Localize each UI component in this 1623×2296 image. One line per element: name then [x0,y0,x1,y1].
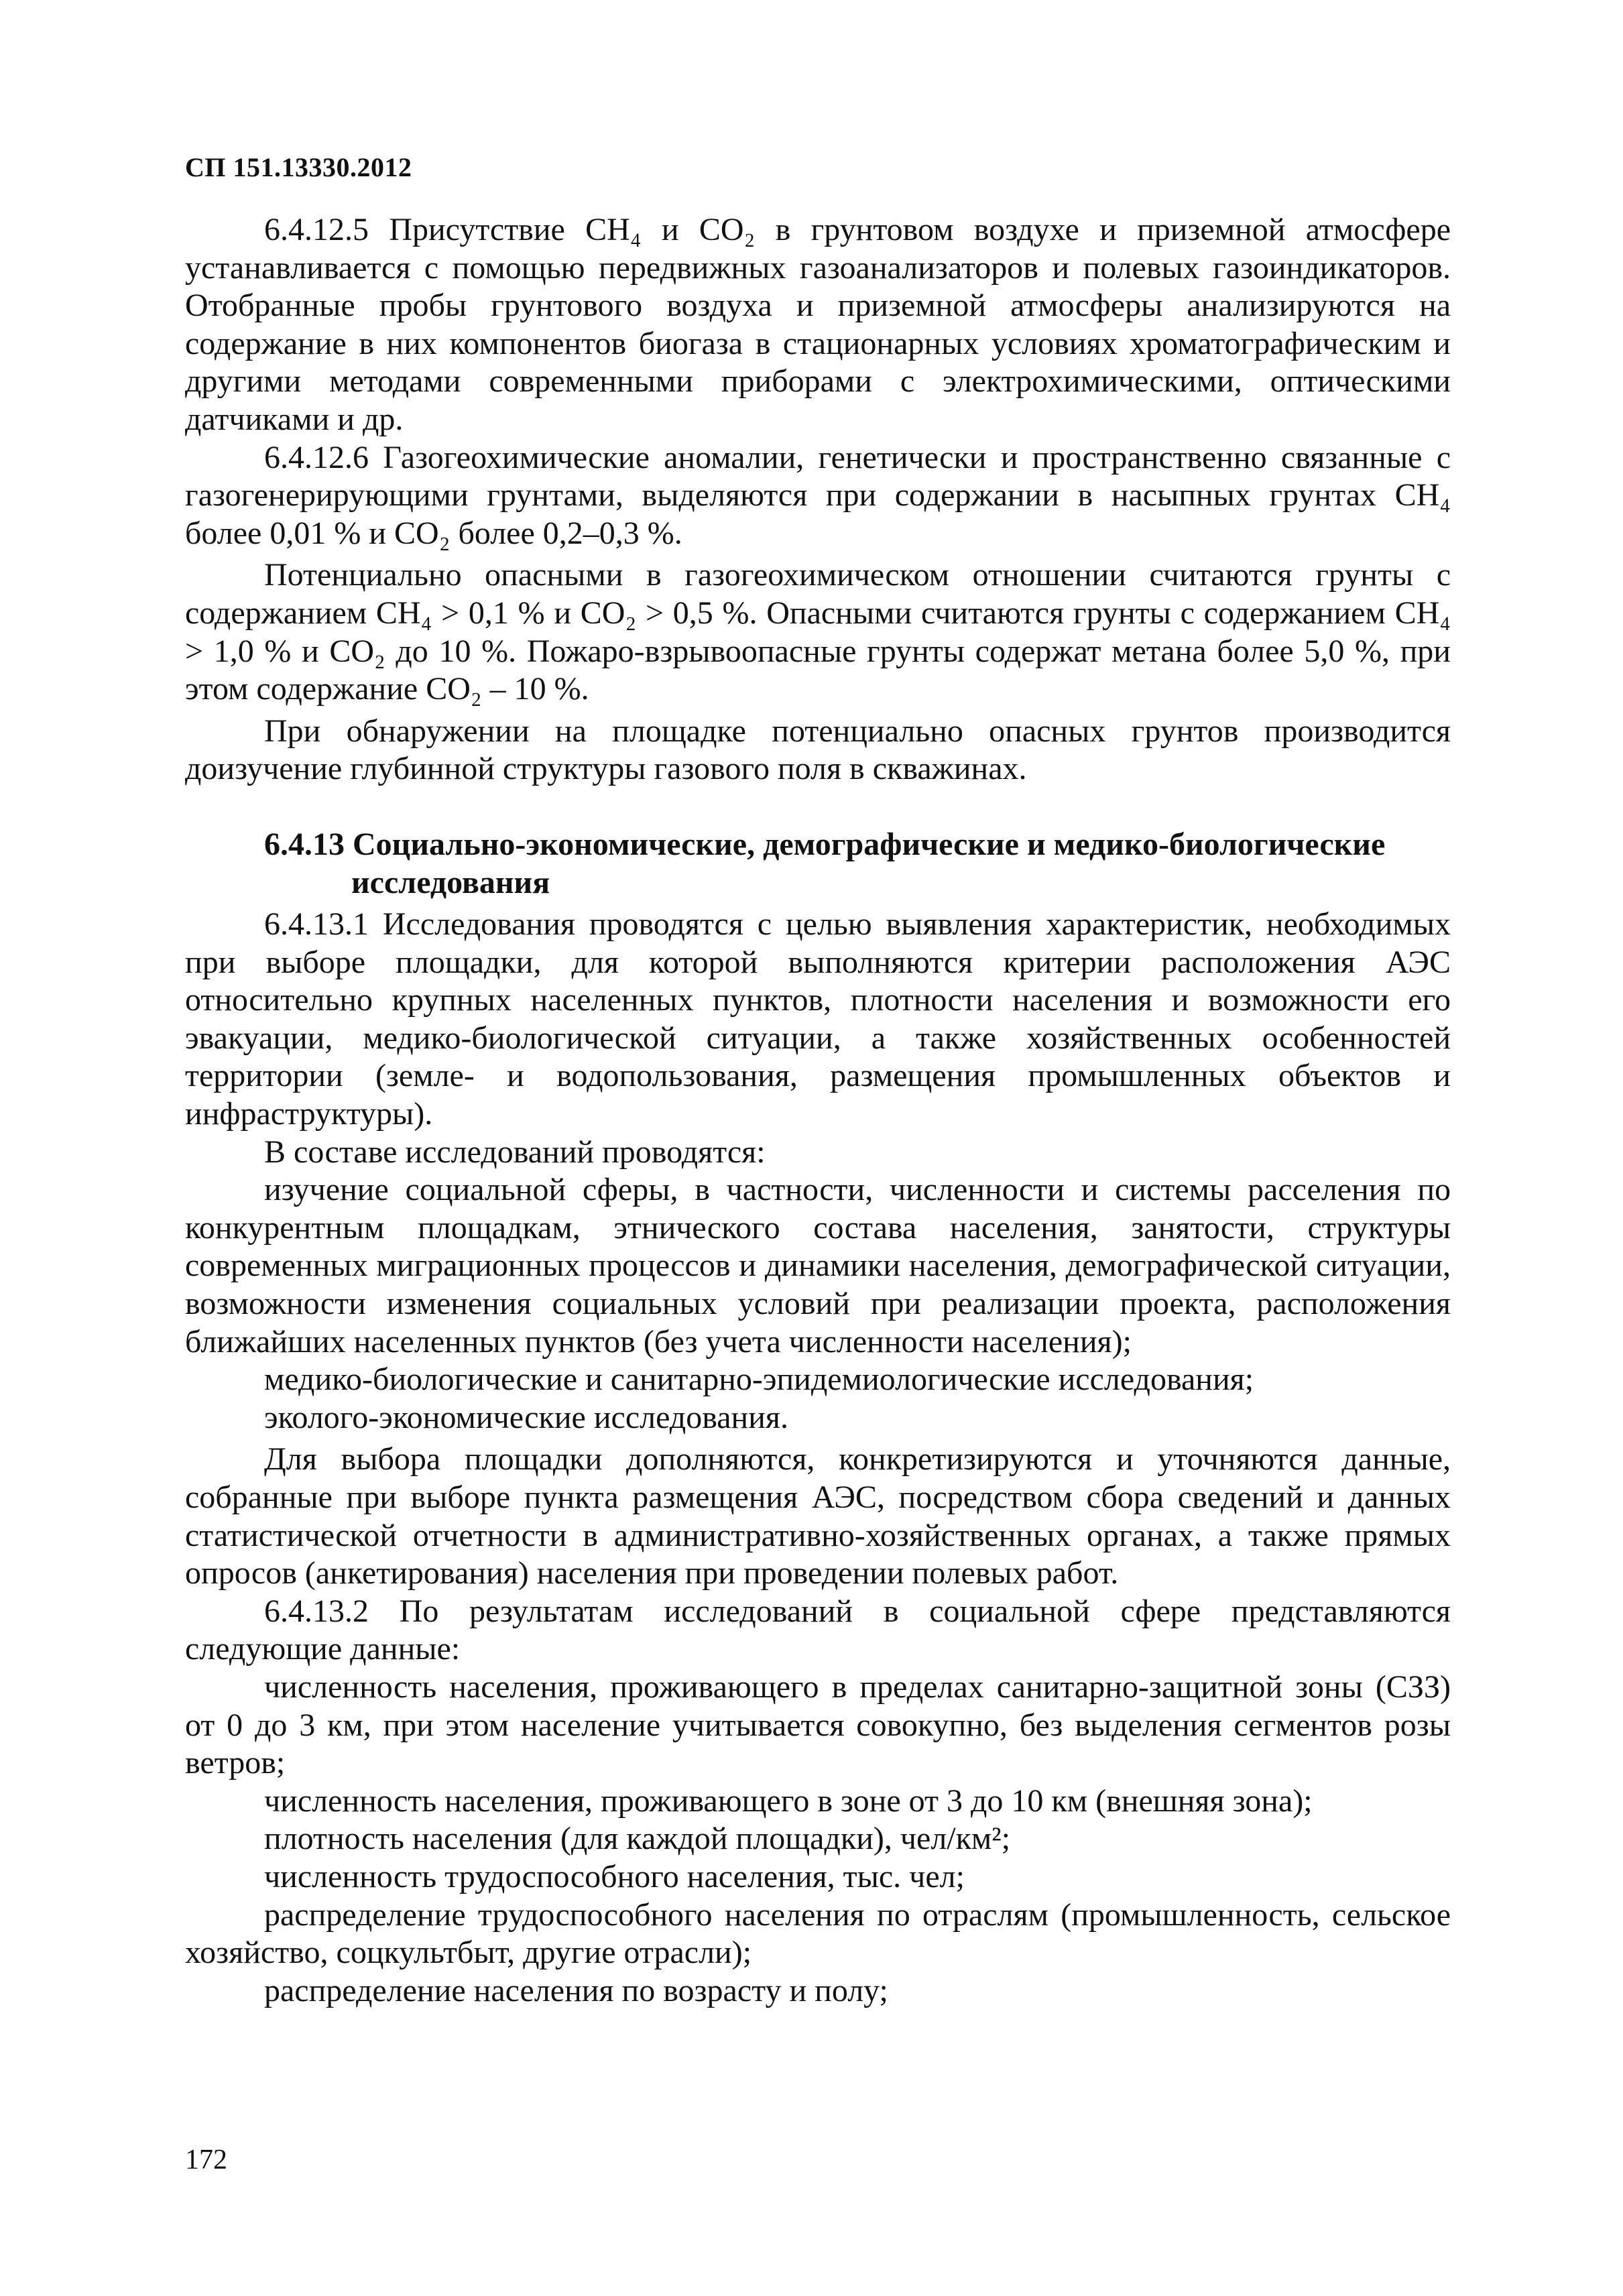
paragraph-site-selection: Для выбора площадки дополняются, конкретизируются и уточняются данные, собранные при выборе пункта размещения АЭС, посредством сбора сведений и данных статистической отчетности в административно-хозяйственных органах, а также прямых опросов (анкетирования) населения при проведении полевых работ. [185,1441,1451,1591]
paragraph-studies-include: В составе исследований проводятся: [264,1134,766,1170]
section-heading-line2: исследования [351,864,550,900]
list-item-medical-biological: медико-биологические и санитарно-эпидемиологические исследования; [264,1362,1254,1398]
paragraph-hazard-levels: Потенциально опасными в газогеохимическом отношении считаются грунты с содержанием CH₄ > 0,1 % и CO₂ > 0,5 %. Опасными считаются грунты с содержанием CH₄ > 1,0 % и CO₂ до 10 %. Пожаро-взрывоопасные грунты содержат метана более 5,0 %, при этом содержание CO₂ – 10 %. [185,557,1451,707]
section-heading-6-4-13 [185,826,1451,902]
list-item-eco-economic: эколого-экономические исследования. [264,1399,788,1435]
list-item-population-szz: численность населения, проживающего в пределах санитарно-защитной зоны (СЗЗ) от 0 до 3 км, при этом население учитывается совокупно, без выделения сегментов розы ветров; [185,1669,1451,1781]
list-item-population-outer-zone: численность населения, проживающего в зоне от 3 до 10 км (внешняя зона); [264,1783,1313,1819]
document-body [185,211,1451,2010]
paragraph-6-4-12-5: 6.4.12.5 Присутствие CH₄ и CO₂ в грунтовом воздухе и приземной атмосфере устанавливается с помощью передвижных газоанализаторов и полевых газоиндикаторов. Отобранные пробы грунтового воздуха и приземной атмосферы анализируются на содержание в них компонентов биогаза в стационарных условиях хроматографическим и другими методами современными приборами с электрохимическими, оптическими датчиками и др. [185,212,1451,437]
paragraph-6-4-12-6: 6.4.12.6 Газогеохимические аномалии, генетически и пространственно связанные с газогенерирующими грунтами, выделяются при содержании в насыпных грунтах CH₄ более 0,01 % и CO₂ более 0,2–0,3 %. [185,439,1451,551]
document-code: СП 151.13330.2012 [185,152,412,182]
paragraph-6-4-13-2: 6.4.13.2 По результатам исследований в социальной сфере представляются следующие данные: [185,1593,1451,1667]
list-item-workforce-distribution: распределение трудоспособного населения по отраслям (промышленность, сельское хозяйство, соцкультбыт, другие отрасли); [185,1896,1451,1971]
list-item-age-sex-distribution: распределение населения по возрасту и полу; [264,1972,888,2008]
section-heading-line1: 6.4.13 Социально-экономические, демографические и медико-биологические [264,826,1386,862]
paragraph-6-4-13-1: 6.4.13.1 Исследования проводятся с целью выявления характеристик, необходимых при выборе площадки, для которой выполняются критерии расположения АЭС относительно крупных населенных пунктов, плотности населения и возможности его эвакуации, медико-биологической ситуации, а также хозяйственных особенностей территории (земле- и водопользования, размещения промышленных объектов и инфраструктуры). [185,906,1451,1132]
page-number: 172 [185,2144,227,2175]
list-item-working-population: численность трудоспособного населения, тыс. чел; [264,1858,965,1894]
paragraph-additional-study: При обнаружении на площадке потенциально опасных грунтов производится доизучение глубинной структуры газового поля в скважинах. [185,713,1451,787]
list-item-social-sphere: изучение социальной сферы, в частности, численности и системы расселения по конкурентным площадкам, этнического состава населения, занятости, структуры современных миграционных процессов и динамики населения, демографической ситуации, возможности изменения социальных условий при реализации проекта, расположения ближайших населенных пунктов (без учета численности населения); [185,1172,1451,1360]
list-item-population-density: плотность населения (для каждой площадки), чел/км²; [264,1821,1011,1857]
